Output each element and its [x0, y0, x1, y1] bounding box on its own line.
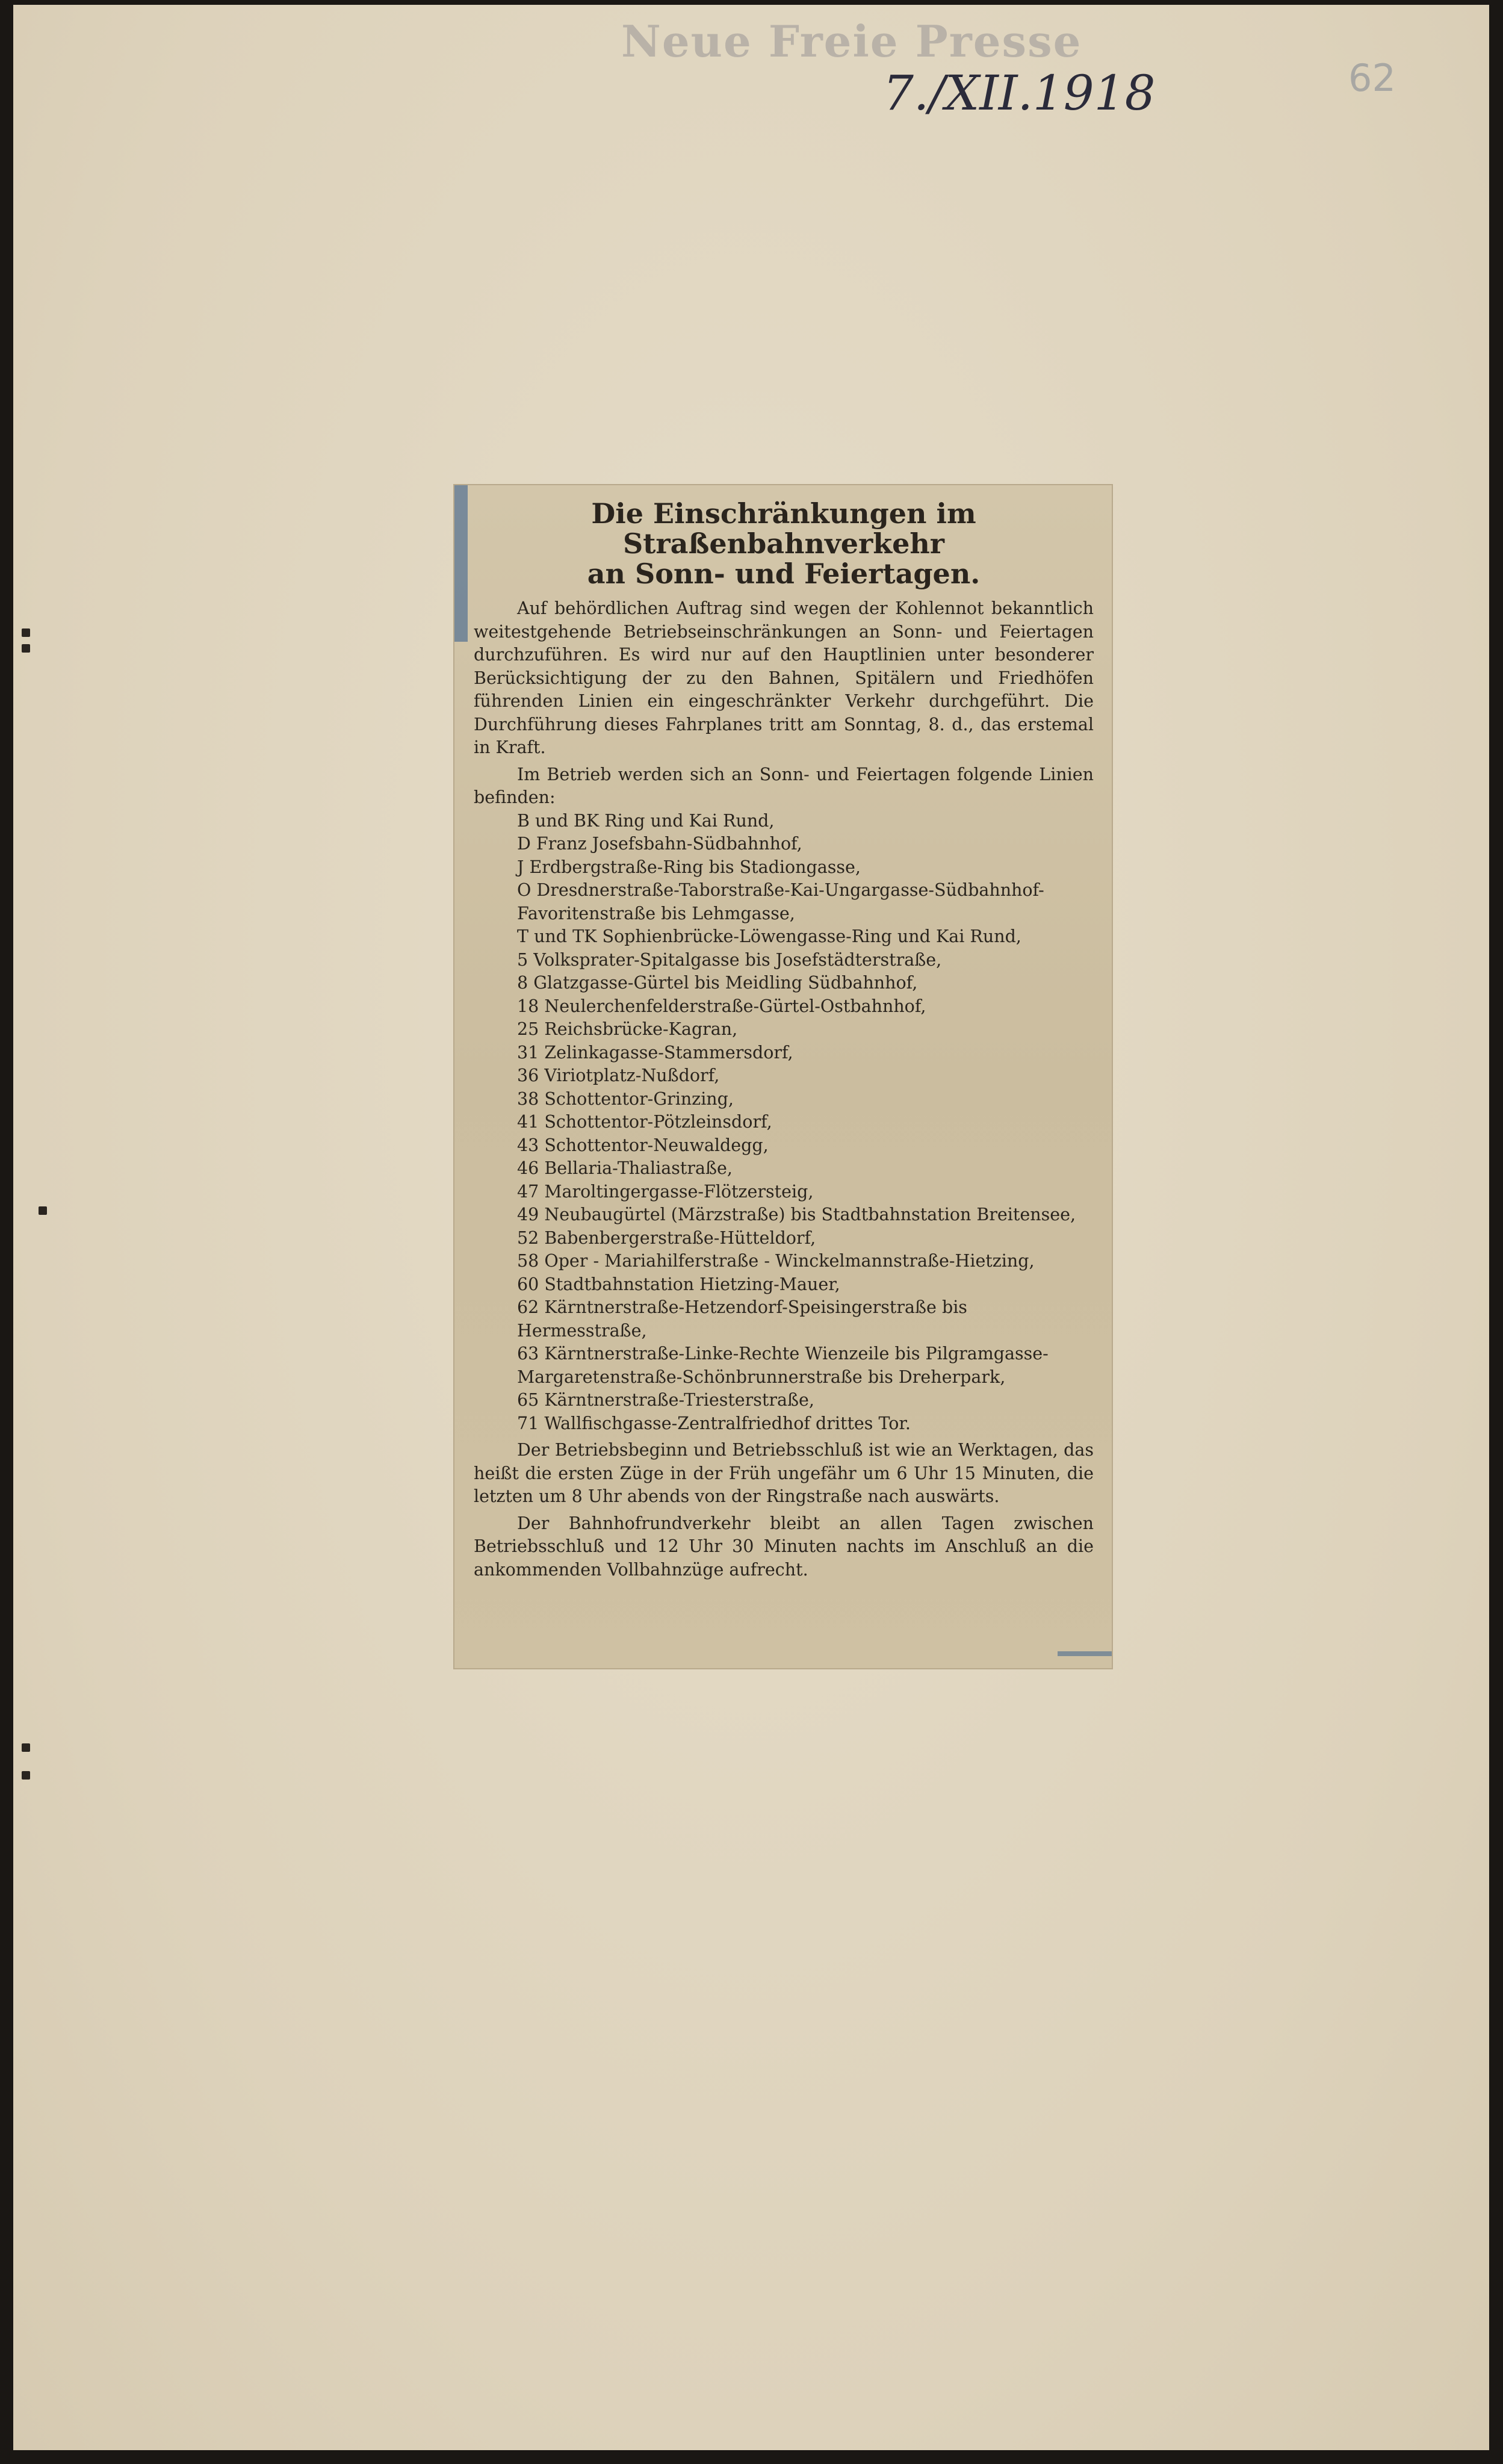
route-list: [474, 810, 1094, 1436]
route-item: T und TK Sophienbrücke-Löwengasse-Ring und Kai Rund,: [517, 926, 1021, 946]
route-item: 43 Schottentor-Neuwaldegg,: [517, 1135, 769, 1155]
page-number: 62: [1348, 56, 1396, 100]
paragraph-station-service: Der Bahnhofrundverkehr bleibt an allen Tagen zwischen Betriebsschluß und 12 Uhr 30 Minuten nachts im Anschluß an die ankommenden Vollbahnzüge aufrecht.: [474, 1513, 1094, 1580]
newspaper-clipping: [454, 485, 1112, 1668]
route-item: 31 Zelinkagasse-Stammersdorf,: [517, 1042, 793, 1063]
blue-pencil-mark: [1058, 1651, 1112, 1656]
binding-mark: [22, 1771, 30, 1780]
route-item: 18 Neulerchenfelderstraße-Gürtel-Ostbahnhof,: [517, 996, 926, 1016]
route-item: J Erdbergstraße-Ring bis Stadiongasse,: [517, 857, 861, 877]
route-item: 62 Kärntnerstraße-Hetzendorf-Speisingerstraße bis Hermesstraße,: [517, 1297, 967, 1341]
route-item: B und BK Ring und Kai Rund,: [517, 810, 775, 831]
route-item: 71 Wallfischgasse-Zentralfriedhof drittes Tor.: [517, 1413, 911, 1433]
route-item: 25 Reichsbrücke-Kagran,: [517, 1019, 738, 1039]
route-item: 36 Viriotplatz-Nußdorf,: [517, 1066, 720, 1085]
route-item: 8 Glatzgasse-Gürtel bis Meidling Südbahnhof,: [517, 973, 918, 993]
route-item: 47 Maroltingergasse-Flötzersteig,: [517, 1181, 814, 1202]
blue-pencil-mark: [454, 485, 468, 642]
article: [474, 498, 1094, 1581]
route-item: O Dresdnerstraße-Taborstraße-Kai-Ungargasse-Südbahnhof-Favoritenstraße bis Lehmgasse,: [517, 880, 1044, 923]
route-item: 58 Oper - Mariahilferstraße - Winckelmannstraße-Hietzing,: [517, 1251, 1035, 1271]
paragraph-schedule: Der Betriebsbeginn und Betriebsschluß ist wie an Werktagen, das heißt die ersten Züge in der Früh ungefähr um 6 Uhr 15 Minuten, die letzten um 8 Uhr abends von der Ringstraße nach auswärts.: [474, 1440, 1094, 1506]
route-item: 60 Stadtbahnstation Hietzing-Mauer,: [517, 1274, 840, 1294]
newspaper-stamp: Neue Freie Presse: [621, 16, 1082, 67]
paragraph-lines-intro: Im Betrieb werden sich an Sonn- und Feiertagen folgende Linien befinden:: [474, 764, 1094, 807]
route-item: 63 Kärntnerstraße-Linke-Rechte Wienzeile bis Pilgramgasse-Margaretenstraße-Schönbrunnerstraße bis Dreherpark,: [517, 1344, 1049, 1387]
route-item: D Franz Josefsbahn-Südbahnhof,: [517, 834, 802, 854]
binding-mark: [39, 1206, 47, 1215]
route-item: 5 Volksprater-Spitalgasse bis Josefstädterstraße,: [517, 949, 942, 970]
headline-line-1: Die Einschränkungen im Straßenbahnverkehr: [591, 497, 976, 560]
route-item: 41 Schottentor-Pötzleinsdorf,: [517, 1112, 772, 1132]
route-item: 49 Neubaugürtel (Märzstraße) bis Stadtbahnstation Breitensee,: [517, 1205, 1076, 1224]
route-item: 38 Schottentor-Grinzing,: [517, 1088, 734, 1109]
binding-mark: [22, 644, 30, 653]
route-item: 52 Babenbergerstraße-Hütteldorf,: [517, 1227, 816, 1248]
archive-sheet: [13, 5, 1489, 2450]
route-item: 46 Bellaria-Thaliastraße,: [517, 1158, 733, 1178]
handwritten-date: 7./XII.1918: [883, 65, 1156, 121]
binding-mark: [22, 628, 30, 637]
paragraph-intro: Auf behördlichen Auftrag sind wegen der Kohlennot bekanntlich weitestgehende Betriebseinschränkungen an Sonn- und Feiertagen durchzuführen. Es wird nur auf den Hauptlinien unter besonderer Berücksichtigung der zu den Bahnen, Spitälern und Friedhöfen führenden Linien ein eingeschränkter Verkehr durchgeführt. Die Durchführung dieses Fahrplanes tritt am Sonntag, 8. d., das erstemal in Kraft.: [474, 598, 1094, 757]
route-item: 65 Kärntnerstraße-Triesterstraße,: [517, 1390, 814, 1410]
binding-mark: [22, 1743, 30, 1752]
headline-line-2: an Sonn- und Feiertagen.: [587, 557, 981, 590]
